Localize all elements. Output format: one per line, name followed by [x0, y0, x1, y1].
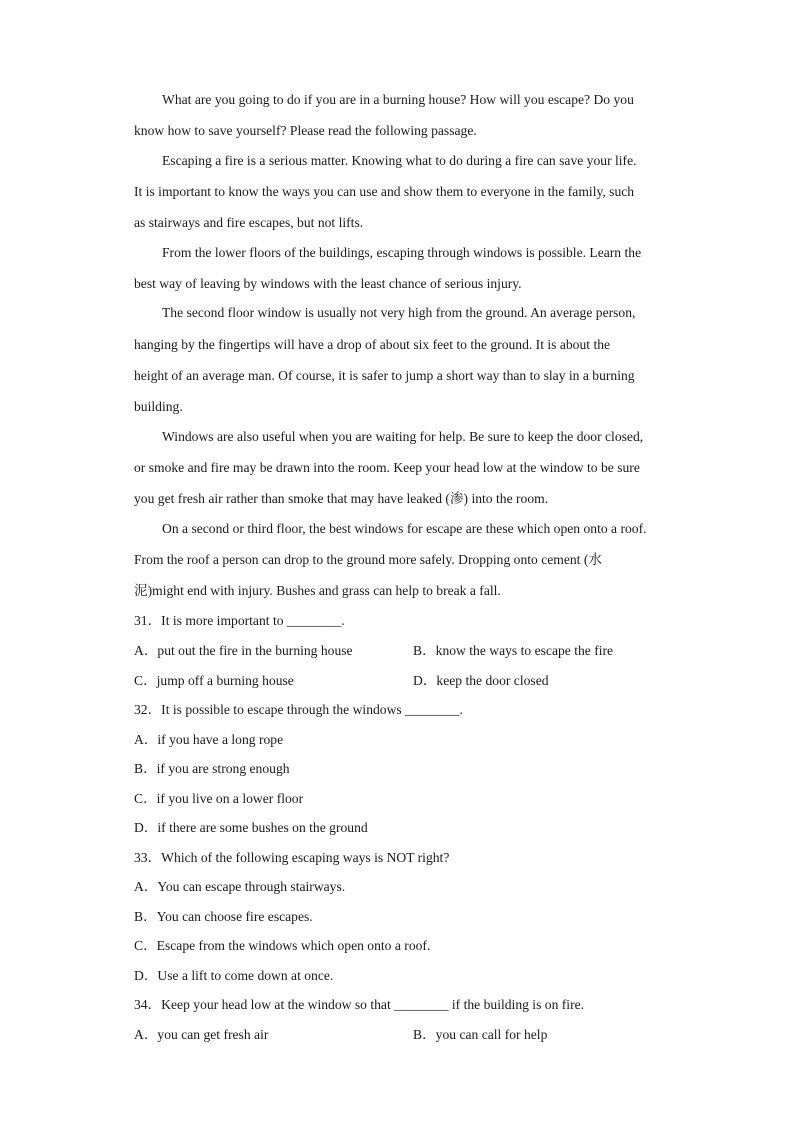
option-d: D．if there are some bushes on the ground [134, 820, 368, 835]
passage-line: On a second or third floor, the best windows for escape are these which open onto a roof. [162, 521, 647, 536]
passage-line: know how to save yourself? Please read the following passage. [134, 123, 477, 138]
option-a: A．if you have a long rope [134, 732, 284, 747]
option-a: A．put out the fire in the burning house [134, 643, 353, 658]
question-stem: 34．Keep your head low at the window so that ________ if the building is on fire. [134, 997, 585, 1012]
passage-line: hanging by the fingertips will have a drop of about six feet to the ground. It is about the [134, 337, 611, 352]
question-stem: 33．Which of the following escaping ways is NOT right? [134, 850, 450, 865]
passage-line: From the lower floors of the buildings, escaping through windows is possible. Learn the [162, 245, 642, 260]
option-c: C．if you live on a lower floor [134, 791, 304, 806]
option-b: B．if you are strong enough [134, 761, 290, 776]
passage-line: Escaping a fire is a serious matter. Knowing what to do during a fire can save your life. [162, 153, 637, 168]
passage-line: as stairways and fire escapes, but not lifts. [134, 215, 364, 230]
passage-line: you get fresh air rather than smoke that may have leaked (渗) into the room. [134, 491, 549, 506]
option-b: B．you can call for help [413, 1027, 548, 1042]
question-stem: 31．It is more important to ________. [134, 613, 345, 628]
option-b: B．You can choose fire escapes. [134, 909, 313, 924]
passage-line: building. [134, 399, 183, 414]
option-d: D．Use a lift to come down at once. [134, 968, 334, 983]
option-d: D．keep the door closed [413, 673, 549, 688]
option-a: A．You can escape through stairways. [134, 879, 346, 894]
passage-line: From the roof a person can drop to the ground more safely. Dropping onto cement (水 [134, 552, 602, 567]
passage-line: or smoke and fire may be drawn into the room. Keep your head low at the window to be sure [134, 460, 640, 475]
option-b: B．know the ways to escape the fire [413, 643, 614, 658]
option-a: A．you can get fresh air [134, 1027, 269, 1042]
option-c: C．jump off a burning house [134, 673, 294, 688]
passage-line: 泥)might end with injury. Bushes and grass can help to break a fall. [134, 583, 501, 598]
passage-line: best way of leaving by windows with the least chance of serious injury. [134, 276, 522, 291]
passage-line: It is important to know the ways you can use and show them to everyone in the family, such [134, 184, 635, 199]
option-c: C．Escape from the windows which open onto a roof. [134, 938, 431, 953]
question-stem: 32．It is possible to escape through the windows ________. [134, 702, 463, 717]
passage-line: height of an average man. Of course, it is safer to jump a short way than to slay in a burning [134, 368, 635, 383]
passage-line: The second floor window is usually not very high from the ground. An average person, [162, 305, 636, 320]
passage-line: What are you going to do if you are in a burning house? How will you escape? Do you [162, 92, 634, 107]
passage-line: Windows are also useful when you are waiting for help. Be sure to keep the door closed, [162, 429, 644, 444]
